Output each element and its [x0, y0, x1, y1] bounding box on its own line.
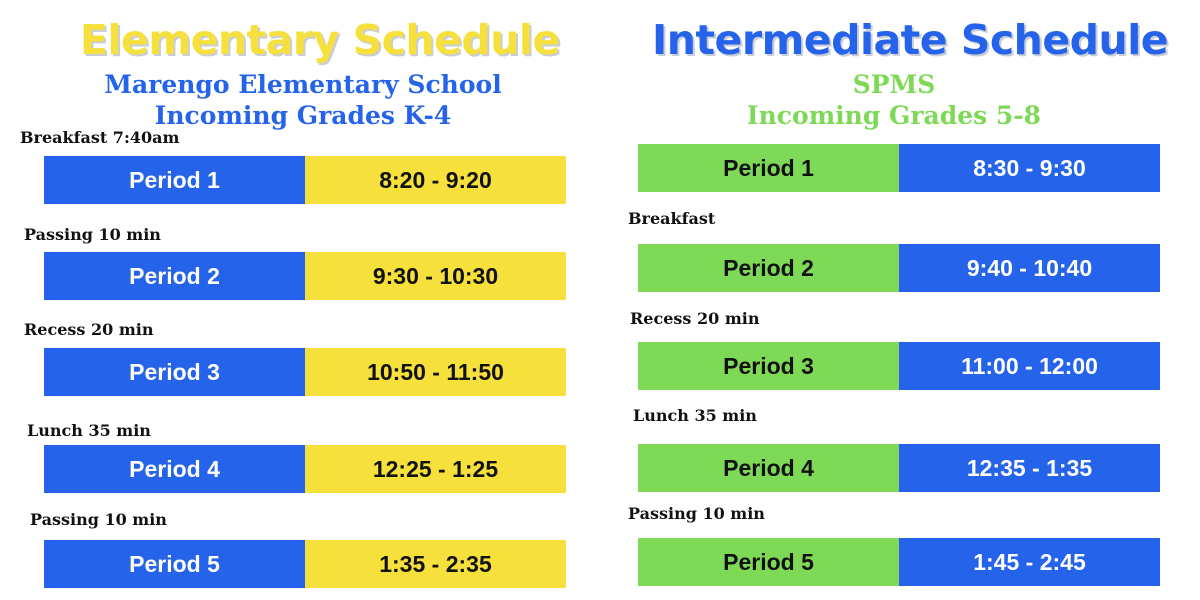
elementary-period-row: [44, 156, 566, 204]
period-time: 10:50 - 11:50: [305, 348, 566, 396]
period-label: Period 4: [44, 445, 305, 493]
elementary-period-row: [44, 540, 566, 588]
period-label: Period 1: [44, 156, 305, 204]
elementary-period-row: [44, 445, 566, 493]
period-label: Period 1: [638, 144, 899, 192]
intermediate-period-row: [638, 144, 1160, 192]
intermediate-break-label: Breakfast: [628, 209, 716, 228]
elementary-break-label: Passing 10 min: [24, 225, 161, 244]
intermediate-break-label: Passing 10 min: [628, 504, 765, 523]
intermediate-break-label: Recess 20 min: [630, 309, 760, 328]
period-label: Period 5: [638, 538, 899, 586]
period-label: Period 2: [44, 252, 305, 300]
intermediate-title: Intermediate Schedule: [652, 16, 1169, 64]
period-time: 9:30 - 10:30: [305, 252, 566, 300]
elementary-title: Elementary Schedule: [80, 16, 560, 64]
intermediate-period-row: [638, 538, 1160, 586]
intermediate-period-row: [638, 444, 1160, 492]
intermediate-period-row: [638, 244, 1160, 292]
elementary-period-row: [44, 348, 566, 396]
period-time: 12:25 - 1:25: [305, 445, 566, 493]
elementary-grades: Incoming Grades K-4: [154, 101, 452, 130]
elementary-break-label: Lunch 35 min: [27, 421, 151, 440]
period-label: Period 5: [44, 540, 305, 588]
intermediate-break-label: Lunch 35 min: [633, 406, 757, 425]
period-time: 1:35 - 2:35: [305, 540, 566, 588]
elementary-school-name: Marengo Elementary School: [104, 70, 502, 99]
period-time: 1:45 - 2:45: [899, 538, 1160, 586]
period-time: 11:00 - 12:00: [899, 342, 1160, 390]
period-time: 12:35 - 1:35: [899, 444, 1160, 492]
elementary-period-row: [44, 252, 566, 300]
intermediate-school-name: SPMS: [852, 70, 936, 99]
period-label: Period 3: [44, 348, 305, 396]
period-time: 9:40 - 10:40: [899, 244, 1160, 292]
period-label: Period 2: [638, 244, 899, 292]
period-time: 8:30 - 9:30: [899, 144, 1160, 192]
elementary-break-label: Recess 20 min: [24, 320, 154, 339]
intermediate-grades: Incoming Grades 5-8: [746, 101, 1042, 130]
intermediate-period-row: [638, 342, 1160, 390]
period-label: Period 4: [638, 444, 899, 492]
period-time: 8:20 - 9:20: [305, 156, 566, 204]
elementary-break-label: Breakfast 7:40am: [20, 128, 180, 147]
period-label: Period 3: [638, 342, 899, 390]
elementary-break-label: Passing 10 min: [30, 510, 167, 529]
